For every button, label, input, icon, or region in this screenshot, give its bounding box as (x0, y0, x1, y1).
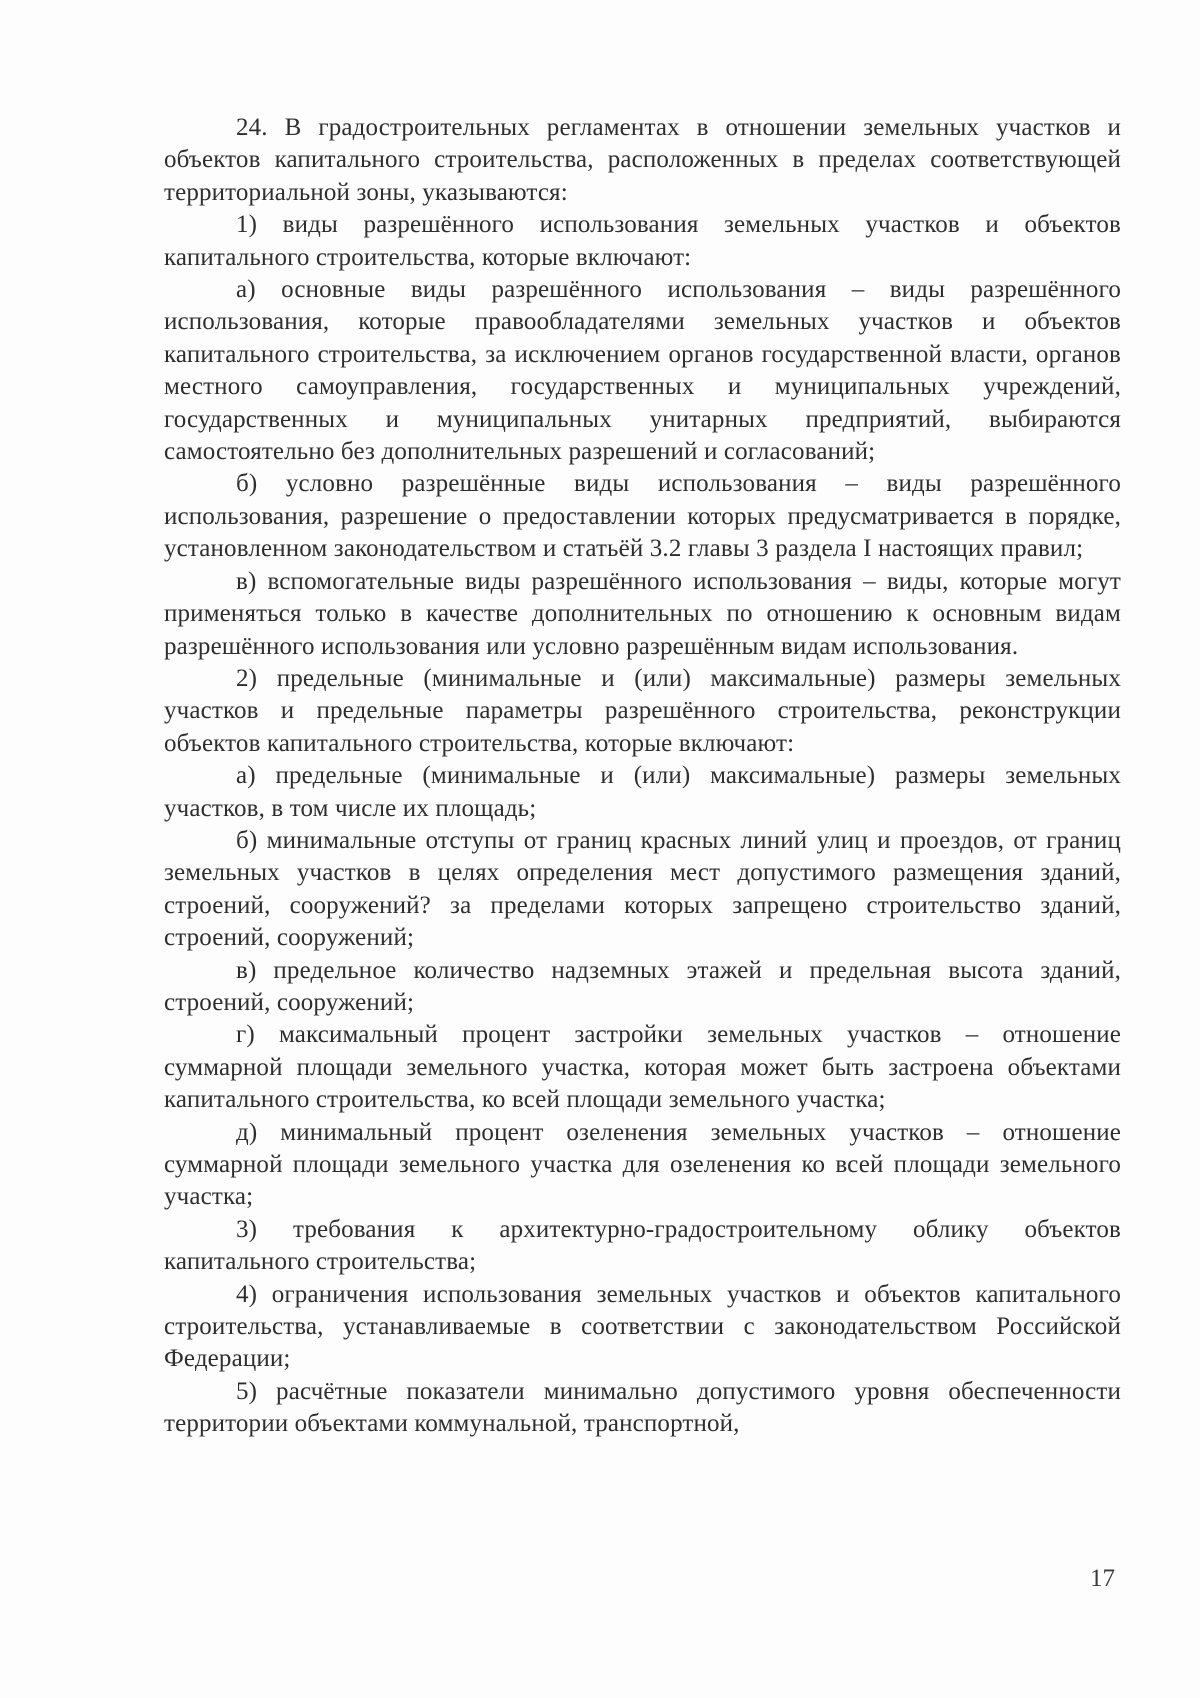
item-2g: г) максимальный процент застройки земельных участков – отношение суммарной площади земельного участка, которая может быть застроена объектами капитального строительства, ко всей площади земельного участка; (164, 1021, 1121, 1114)
document-body (164, 112, 1121, 1441)
item-1b: б) условно разрешённые виды использования – виды разрешённого использования, разрешение о предоставлении которых предусматривается в порядке, установленном законодательством и статьёй 3.2 главы 3 раздела I настоящих правил; (164, 470, 1121, 563)
item-2a: а) предельные (минимальные и (или) максимальные) размеры земельных участков, в том числе их площадь; (164, 762, 1121, 822)
item-1v: в) вспомогательные виды разрешённого использования – виды, которые могут применяться только в качестве дополнительных по отношению к основным видам разрешённого использования или условно разрешённым видам использования. (164, 567, 1121, 660)
item-3: 3) требования к архитектурно-градостроительному облику объектов капитального строительства; (164, 1215, 1121, 1276)
item-4: 4) ограничения использования земельных участков и объектов капитального строительства, устанавливаемые в соответствии с законодательством Российской Федерации; (164, 1280, 1121, 1373)
item-2b: б) минимальные отступы от границ красных линий улиц и проездов, от границ земельных участков в целях определения мест допустимого размещения зданий, строений, сооружений? за пределами которых запрещено строительство зданий, строений, сооружений; (164, 826, 1121, 952)
item-2: 2) предельные (минимальные и (или) максимальные) размеры земельных участков и предельные параметры разрешённого строительства, реконструкции объектов капитального строительства, которые включают: (164, 664, 1121, 757)
item-1a: а) основные виды разрешённого использования – виды разрешённого использования, которые правообладателями земельных участков и объектов капитального строительства, за исключением органов государственной власти, органов местного самоуправления, государственных и муниципальных учреждений, государственных и муниципальных унитарных предприятий, выбираются самостоятельно без дополнительных разрешений и согласований; (164, 276, 1121, 466)
item-5: 5) расчётные показатели минимально допустимого уровня обеспеченности территории объектами коммунальной, транспортной, (164, 1377, 1121, 1438)
item-2d: д) минимальный процент озеленения земельных участков – отношение суммарной площади земельного участка для озеленения ко всей площади земельного участка; (164, 1118, 1121, 1211)
paragraph-24: 24. В градостроительных регламентах в отношении земельных участков и объектов капитального строительства, расположенных в пределах соответствующей территориальной зоны, указываются: (164, 114, 1121, 206)
page-number: 17 (1090, 1565, 1115, 1592)
item-1: 1) виды разрешённого использования земельных участков и объектов капитального строительства, которые включают: (164, 211, 1121, 271)
item-2v: в) предельное количество надземных этажей и предельная высота зданий, строений, сооружений; (164, 956, 1121, 1016)
